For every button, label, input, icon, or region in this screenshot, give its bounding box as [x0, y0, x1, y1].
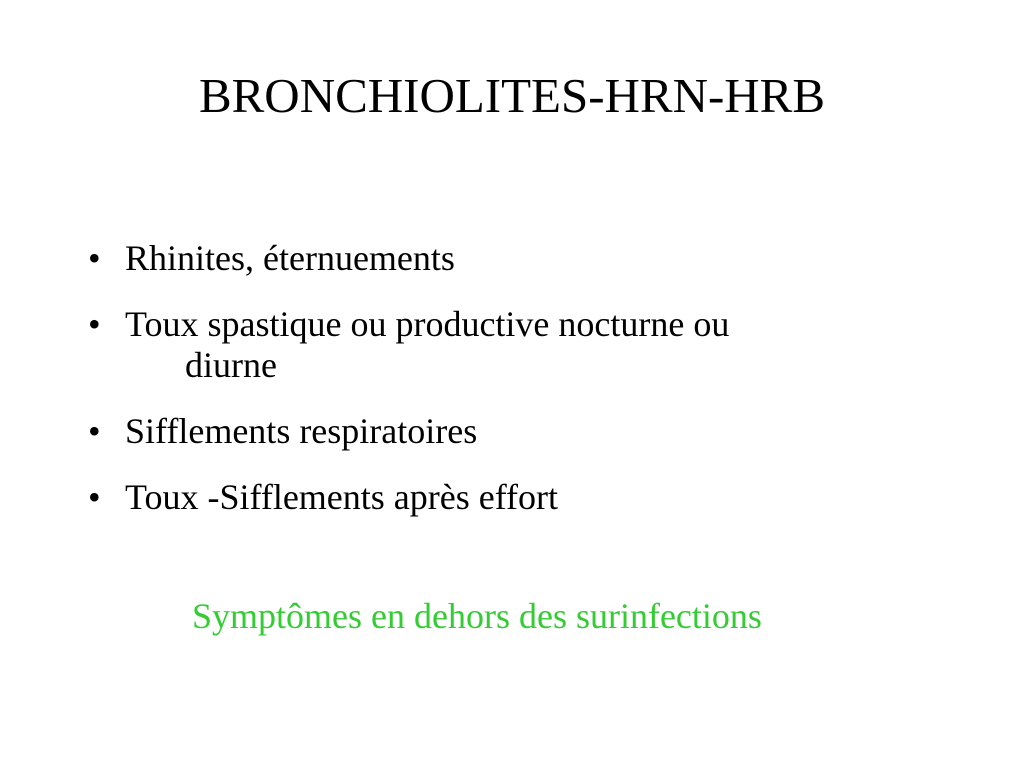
- footnote-text: Symptômes en dehors des surinfections: [192, 596, 762, 636]
- bullet-text: Sifflements respiratoires: [125, 411, 478, 451]
- bullet-text: Toux -Sifflements après effort: [125, 477, 559, 517]
- slide-title: BRONCHIOLITES-HRN-HRB: [198, 68, 826, 123]
- bullet-icon: •: [88, 411, 101, 451]
- list-item: [88, 405, 968, 457]
- list-item: [88, 232, 968, 284]
- bullet-text: Toux spastique ou productive nocturne ou: [125, 304, 730, 344]
- bullet-text-continuation: diurne: [185, 345, 277, 385]
- bullet-text: Rhinites, éternuements: [125, 238, 455, 278]
- bullet-list: [88, 232, 968, 537]
- list-item: [88, 298, 968, 391]
- bullet-icon: •: [88, 477, 101, 517]
- list-item: [88, 471, 968, 523]
- bullet-icon: •: [88, 238, 101, 278]
- bullet-icon: •: [88, 304, 101, 344]
